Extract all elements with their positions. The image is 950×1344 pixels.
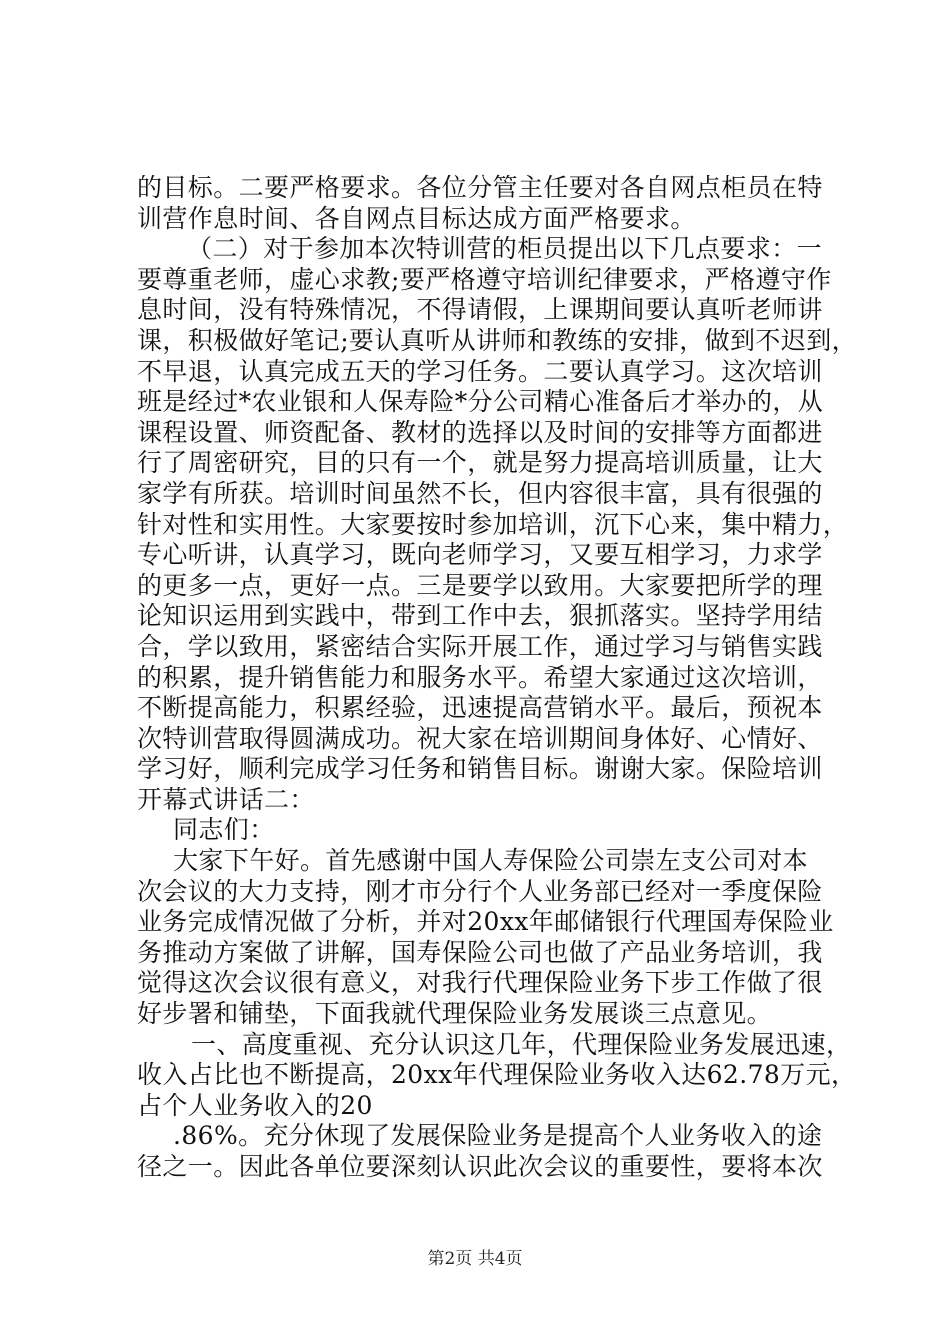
text-line: 班是经过*农业银和人保寿险*分公司精心准备后才举办的，从 <box>137 387 824 417</box>
text-line: 开幕式讲话二： <box>137 784 315 814</box>
text-line: 家学有所获。培训时间虽然不长，但内容很丰富，具有很强的 <box>137 478 823 508</box>
text-line: 径之一。因此各单位要深刻认识此次会议的重要性，要将本次 <box>137 1152 823 1181</box>
text-line: 训营作息时间、各自网点目标达成方面严格要求。 <box>137 203 696 233</box>
text-line: 大家下午好。首先感谢中国人寿保险公司崇左支公司对本 <box>173 846 809 876</box>
text-line: 不早退，认真完成五天的学习任务。二要认真学习。这次培训 <box>137 356 823 386</box>
text-line: 的更多一点，更好一点。三是要学以致用。大家要把所学的理 <box>137 570 823 600</box>
text-line: .86%。充分休现了发展保险业务是提高个人业务收入的途 <box>173 1121 823 1151</box>
text-line: 次特训营取得圆满成功。祝大家在培训期间身体好、心情好、 <box>137 723 823 753</box>
text-line: 论知识运用到实践中，带到工作中去，狠抓落实。坚持学用结 <box>137 601 823 631</box>
text-line: 的积累，提升销售能力和服务水平。希望大家通过这次培训， <box>137 662 823 692</box>
document-body <box>137 173 858 1183</box>
text-line: 的目标。二要严格要求。各位分管主任要对各自网点柜员在特 <box>137 173 823 202</box>
text-line: 针对性和实用性。大家要按时参加培训，沉下心来，集中精力， <box>137 509 849 539</box>
salutation-line: 同志们： <box>173 815 275 845</box>
text-line: 息时间，没有特殊情况，不得请假，上课期间要认真听老师讲 <box>137 295 823 325</box>
text-line: 收入占比也不断提高，20xx年代理保险业务收入达62.78万元， <box>137 1060 857 1090</box>
text-line: 业务完成情况做了分析，并对20xx年邮储银行代理国寿保险业 <box>137 907 834 937</box>
section-heading-line: 一、高度重视、充分认识这几年，代理保险业务发展迅速， <box>191 1029 852 1059</box>
text-line: （二）对于参加本次特训营的柜员提出以下几点要求：一 <box>187 234 823 264</box>
text-line: 次会议的大力支持，刚才市分行个人业务部已经对一季度保险 <box>137 876 823 906</box>
text-line: 不断提高能力，积累经验，迅速提高营销水平。最后，预祝本 <box>137 693 823 723</box>
text-line: 专心听讲，认真学习，既向老师学习，又要互相学习，力求学 <box>137 540 823 570</box>
text-line: 行了周密研究，目的只有一个，就是努力提高培训质量，让大 <box>137 448 823 478</box>
text-line: 合，学以致用，紧密结合实际开展工作，通过学习与销售实践 <box>137 631 823 661</box>
text-line: 好步署和铺垫，下面我就代理保险业务发展谈三点意见。 <box>137 999 773 1029</box>
text-line: 课程设置、师资配备、教材的选择以及时间的安排等方面都进 <box>137 417 823 447</box>
text-line: 务推动方案做了讲解，国寿保险公司也做了产品业务培训，我 <box>137 937 823 967</box>
text-line: 占个人业务收入的20 <box>137 1090 373 1120</box>
text-line: 要尊重老师，虚心求教;要严格遵守培训纪律要求，严格遵守作 <box>137 264 832 294</box>
text-line: 觉得这次会议很有意义，对我行代理保险业务下步工作做了很 <box>137 968 823 998</box>
text-line: 课，积极做好笔记;要认真听从讲师和教练的安排，做到不迟到， <box>137 325 858 355</box>
page-number-footer: 第2页 共4页 <box>427 1249 523 1269</box>
text-line: 学习好，顺利完成学习任务和销售目标。谢谢大家。保险培训 <box>137 754 823 784</box>
